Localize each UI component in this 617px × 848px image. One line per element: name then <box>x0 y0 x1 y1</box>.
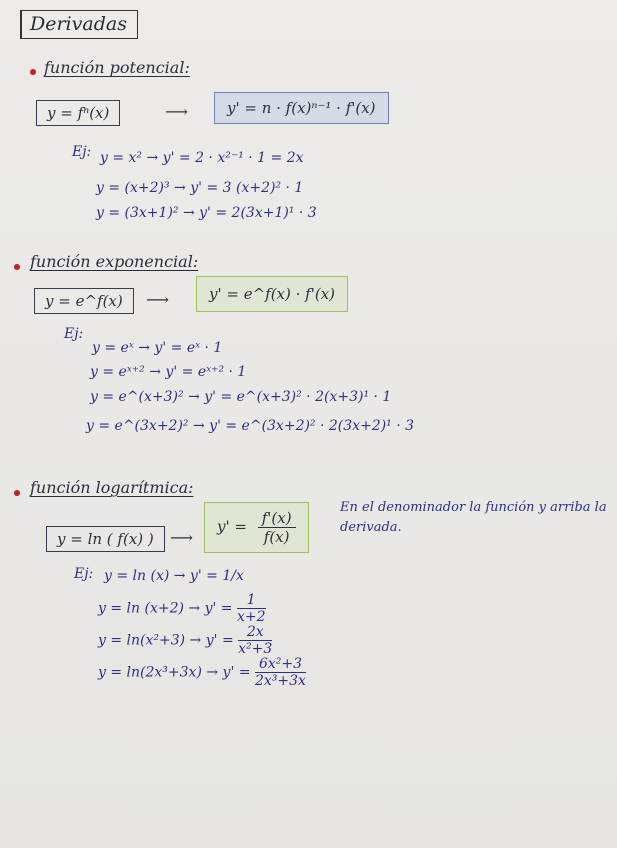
arrow-icon: ⟶ <box>165 102 188 121</box>
fraction-numerator: f'(x) <box>258 509 296 528</box>
bullet-icon <box>30 69 36 75</box>
example-line <box>98 592 266 625</box>
fraction-numerator: 2x <box>238 624 272 641</box>
arrow-icon: ⟶ <box>170 528 193 547</box>
example-line: y = (3x+1)² → y' = 2(3x+1)¹ · 3 <box>96 205 317 221</box>
example-line: y = x² → y' = 2 · x²⁻¹ · 1 = 2x <box>100 150 304 166</box>
bullet-icon <box>14 264 20 270</box>
fraction-denominator: x²+3 <box>238 641 273 657</box>
fraction-numerator: 6x²+3 <box>255 656 306 673</box>
example-line <box>98 624 272 657</box>
fraction-denominator: x+2 <box>236 609 266 625</box>
example-lhs: y = ln (x+2) → y' = <box>98 600 233 617</box>
example-line: y = eˣ⁺² → y' = eˣ⁺² · 1 <box>90 364 247 380</box>
section-heading-potencial: función potencial: <box>44 58 190 77</box>
example-lhs: y = ln(x²+3) → y' = <box>98 632 234 649</box>
formula-box-logaritmica: y = ln ( f(x) ) <box>46 526 165 552</box>
fraction-denominator: 2x³+3x <box>254 673 306 689</box>
example-line: y = (x+2)³ → y' = 3 (x+2)² · 1 <box>96 180 304 196</box>
bullet-icon <box>14 490 20 496</box>
example-line: y = e^(x+3)² → y' = e^(x+3)² · 2(x+3)¹ · 1 <box>90 389 392 405</box>
result-box-potencial: y' = n · f(x)ⁿ⁻¹ · f'(x) <box>214 92 389 124</box>
result-prefix: y' = <box>217 517 247 536</box>
fraction-denominator: f(x) <box>263 528 290 546</box>
example-line: y = ln (x) → y' = 1/x <box>104 568 244 584</box>
fraction-numerator: 1 <box>237 592 266 609</box>
example-line <box>98 656 306 689</box>
section-heading-logaritmica: función logarítmica: <box>30 478 194 497</box>
section-heading-exponencial: función exponencial: <box>30 252 199 271</box>
example-lhs: y = ln(2x³+3x) → y' = <box>98 664 251 681</box>
ej-label: Ej: <box>64 326 84 342</box>
formula-box-exponencial: y = e^f(x) <box>34 288 134 314</box>
arrow-icon: ⟶ <box>146 290 169 309</box>
ej-label: Ej: <box>72 144 92 160</box>
result-box-exponencial: y' = e^f(x) · f'(x) <box>196 276 348 312</box>
page-title: Derivadas <box>20 10 138 39</box>
ej-label: Ej: <box>74 566 94 582</box>
formula-box-potencial: y = fⁿ(x) <box>36 100 120 126</box>
result-box-logaritmica <box>204 502 309 553</box>
note-text: En el denominador la función y arriba la derivada. <box>340 500 607 535</box>
example-line: y = e^(3x+2)² → y' = e^(3x+2)² · 2(3x+2)¹ · 3 <box>86 418 415 434</box>
example-line: y = eˣ → y' = eˣ · 1 <box>92 340 223 356</box>
